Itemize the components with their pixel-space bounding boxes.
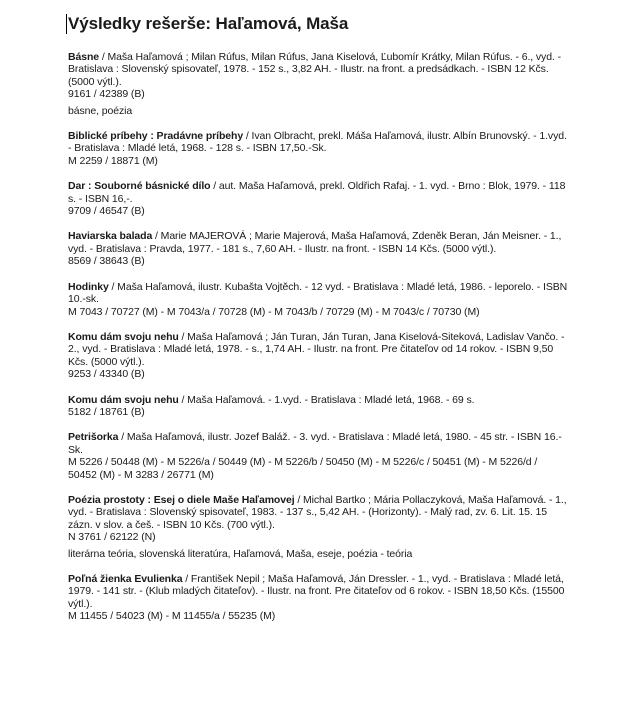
record-description xyxy=(68,230,568,255)
record-signature: 9253 / 43340 (B) xyxy=(68,368,145,381)
record-details: / Michal Bartko ; Mária Pollaczyková, Maša Haľamová. - 1., vyd. - Bratislava : Slovenský spisovateľ, 1983. - 137 s., 5,42 AH. - (Horizonty). - Malý rad, zv. 6. Lit. 15. 15 zázn. v slov. a češ. - ISBN 10 Kčs. (700 výtl.). xyxy=(68,493,567,531)
record-details: / Maša Haľamová ; Milan Rúfus, Milan Rúfus, Jana Kiselová, Ľubomír Krátky, Milan Rúfus. - 6., vyd. - Bratislava : Slovenský spisovateľ, 1978. - 152 s., 3,82 AH. - Ilustr. na front. a predsádkach. - ISBN 12 Kčs. (5000 výtl.). xyxy=(68,51,561,88)
record-item xyxy=(68,230,568,267)
search-results-page xyxy=(68,0,568,636)
record-item xyxy=(68,331,568,381)
record-signature: 9161 / 42389 (B) xyxy=(68,88,145,101)
record-list xyxy=(68,51,568,623)
record-signature: 5182 / 18761 (B) xyxy=(68,405,145,418)
record-details: / Marie MAJEROVÁ ; Marie Majerová, Maša Haľamová, Zdeněk Beran, Ján Meisner. - 1., vyd. - Bratislava : Pravda, 1977. - 181 s., 7,60 AH. - Ilustr. na front. - ISBN 14 Kčs. (5000 výtl.). xyxy=(68,230,562,255)
record-title: Petrišorka xyxy=(68,431,119,444)
record-item xyxy=(68,394,568,419)
record-title: Hodinky xyxy=(68,280,109,293)
record-description xyxy=(68,51,568,88)
record-title: Poézia prostoty : Esej o diele Maše Haľamovej xyxy=(68,493,295,506)
record-title: Biblické príbehy : Pradávne príbehy xyxy=(68,130,244,143)
page-title-text: Výsledky rešerše: Haľamová, Maša xyxy=(68,14,349,33)
record-item xyxy=(68,281,568,318)
page-title xyxy=(68,13,568,35)
record-description xyxy=(68,431,568,456)
record-description xyxy=(68,130,568,155)
record-subjects: literárna teória, slovenská literatúra, Haľamová, Maša, eseje, poézia - teória xyxy=(68,547,413,560)
record-title: Haviarska balada xyxy=(68,230,153,243)
record-title: Dar : Souborné básnické dílo xyxy=(68,180,211,193)
record-details: / František Nepil ; Maša Haľamová, Ján Dressler. - 1., vyd. - Bratislava : Mladé letá, 1979. - 141 str. - (Klub mladých čitateľov). - Ilustr. na front. Pre čitateľov od 6 rokov. - ISBN 18,50 Kčs. (15500 výtl.). xyxy=(68,573,565,610)
record-signature: N 3761 / 62122 (N) xyxy=(68,531,156,544)
record-item xyxy=(68,130,568,167)
record-description xyxy=(68,281,568,306)
record-description xyxy=(68,573,568,610)
record-description xyxy=(68,394,568,406)
record-details: / Maša Haľamová, ilustr. Jozef Baláž. - 3. vyd. - Bratislava : Mladé letá, 1980. - 45 str. - ISBN 16.-Sk. xyxy=(68,431,562,456)
record-details: / Maša Haľamová ; Ján Turan, Ján Turan, Jana Kiselová-Siteková, Ladislav Vančo. - 2., vyd. - Bratislava : Mladé letá, 1978. - s., 1,74 AH. - Ilustr. na front. Pre čitateľov od 14 rokov. - ISBN 9,50 Kčs. (5000 výtl.). xyxy=(68,330,565,368)
record-signature: 8569 / 38643 (B) xyxy=(68,255,145,268)
record-signature: M 11455 / 54023 (M) - M 11455/a / 55235 (M) xyxy=(68,610,276,623)
text-cursor xyxy=(66,14,67,34)
record-item xyxy=(68,180,568,217)
record-title: Poľná žienka Evulienka xyxy=(68,573,183,585)
record-details: / Maša Haľamová, ilustr. Kubašta Vojtěch. - 12 vyd. - Bratislava : Mladé letá, 1986. - leporelo. - ISBN 10.-sk. xyxy=(68,280,568,306)
record-item xyxy=(68,494,568,560)
record-signature: 9709 / 46547 (B) xyxy=(68,205,145,218)
record-signature: M 2259 / 18871 (M) xyxy=(68,154,158,167)
record-signature: M 5226 / 50448 (M) - M 5226/a / 50449 (M) - M 5226/b / 50450 (M) - M 5226/c / 50451 (M) - M 5226/d / 50452 (M) - M 3283 / 26771 (M) xyxy=(68,456,538,481)
record-title: Básne xyxy=(68,51,100,63)
record-details: / Maša Haľamová. - 1.vyd. - Bratislava : Mladé letá, 1968. - 69 s. xyxy=(178,393,475,406)
record-description xyxy=(68,331,568,368)
record-title: Komu dám svoju nehu xyxy=(68,330,179,343)
record-description xyxy=(68,180,568,205)
record-signature: M 7043 / 70727 (M) - M 7043/a / 70728 (M) - M 7043/b / 70729 (M) - M 7043/c / 70730 (M) xyxy=(68,305,480,318)
record-item xyxy=(68,573,568,623)
record-subjects: básne, poézia xyxy=(68,104,133,117)
record-details: / aut. Maša Haľamová, prekl. Oldřich Rafaj. - 1. vyd. - Brno : Blok, 1979. - 118 s. - ISBN 16,-. xyxy=(68,180,566,205)
record-item xyxy=(68,51,568,117)
record-details: / Ivan Olbracht, prekl. Máša Haľamová, ilustr. Albín Brunovský. - 1.vyd. - Bratislava : Mladé letá, 1968. - 128 s. - ISBN 17,50.-Sk. xyxy=(68,130,567,155)
record-description xyxy=(68,494,568,531)
record-title: Komu dám svoju nehu xyxy=(68,393,179,406)
record-item xyxy=(68,431,568,481)
